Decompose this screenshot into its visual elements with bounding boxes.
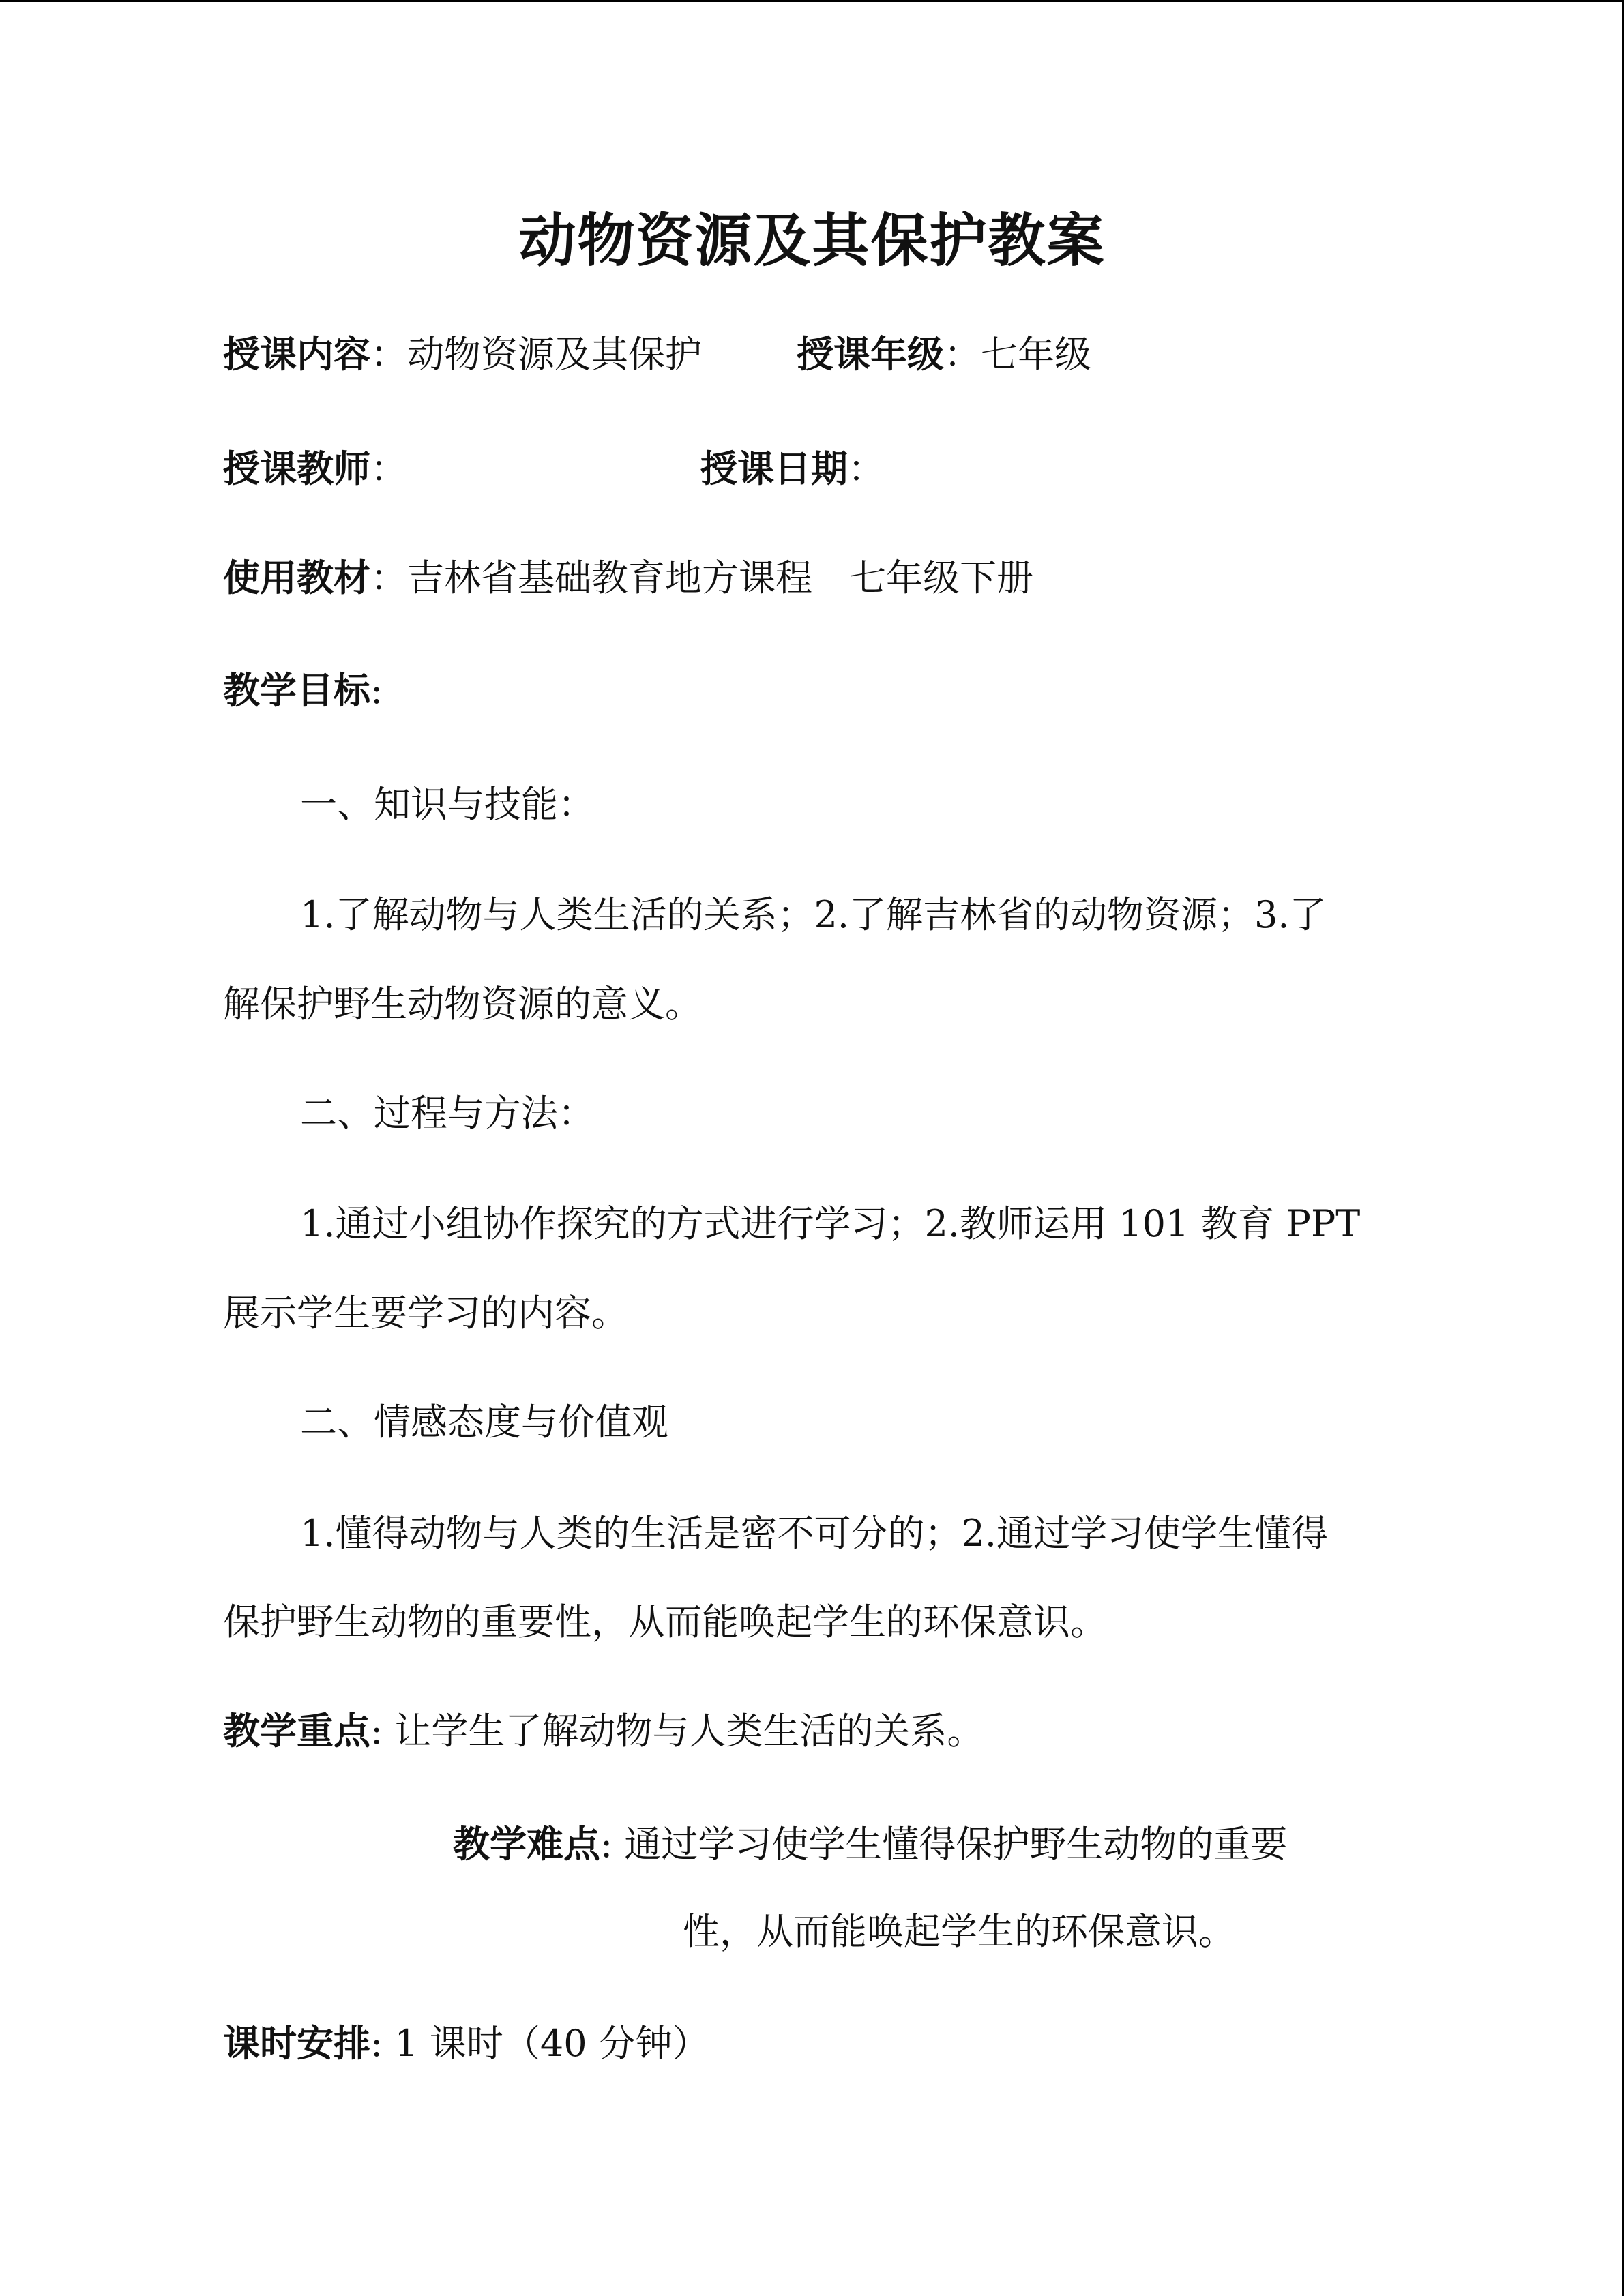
difficulty-value-line1: : 通过学习使学生懂得保护野生动物的重要 [600, 1823, 1288, 1866]
section3-heading: 二、情感态度与价值观 [300, 1401, 668, 1444]
section2-line2: 展示学生要学习的内容。 [223, 1292, 628, 1335]
section1-line1: 1.了解动物与人类生活的关系；2.了解吉林省的动物资源；3.了 [300, 893, 1327, 936]
difficulty-value-line2: 性，从而能唤起学生的环保意识。 [683, 1910, 1235, 1953]
grade-label: 授课年级 [797, 333, 944, 376]
goals-label: 教学目标 [223, 669, 370, 712]
schedule-field [223, 2016, 709, 2071]
difficulty-label: 教学难点 [453, 1823, 600, 1866]
key-point-value: : 让学生了解动物与人类生活的关系。 [370, 1710, 984, 1753]
grade-field [797, 327, 1091, 382]
content-label: 授课内容 [223, 333, 370, 376]
teacher-value: ： [370, 447, 407, 490]
section1-heading: 一、知识与技能： [300, 783, 595, 826]
section2-heading: 二、过程与方法： [300, 1092, 595, 1135]
section3-line2: 保护野生动物的重要性，从而能唤起学生的环保意识。 [223, 1600, 1107, 1643]
goals-field [223, 664, 383, 718]
page-title: 动物资源及其保护教案 [518, 207, 1106, 274]
key-point-field [223, 1704, 984, 1759]
date-label: 授课日期 [700, 447, 848, 490]
grade-value: ：七年级 [944, 333, 1091, 376]
section3-line1: 1.懂得动物与人类的生活是密不可分的；2.通过学习使学生懂得 [300, 1512, 1329, 1555]
textbook-value: ：吉林省基础教育地方课程 七年级下册 [370, 556, 1033, 599]
date-value: ： [848, 447, 885, 490]
content-field [223, 327, 702, 382]
textbook-field [223, 551, 1033, 606]
schedule-label: 课时安排 [223, 2022, 370, 2065]
goals-colon: : [370, 669, 383, 712]
date-field [700, 442, 885, 496]
teacher-field [223, 442, 407, 496]
section1-line2: 解保护野生动物资源的意义。 [223, 983, 702, 1026]
difficulty-field [453, 1817, 1287, 1872]
schedule-value: : 1 课时（40 分钟） [370, 2022, 709, 2065]
section2-line1: 1.通过小组协作探究的方式进行学习；2.教师运用 101 教育 PPT [300, 1202, 1361, 1245]
content-value: ：动物资源及其保护 [370, 333, 702, 376]
textbook-label: 使用教材 [223, 556, 370, 599]
key-point-label: 教学重点 [223, 1710, 370, 1753]
teacher-label: 授课教师 [223, 447, 370, 490]
